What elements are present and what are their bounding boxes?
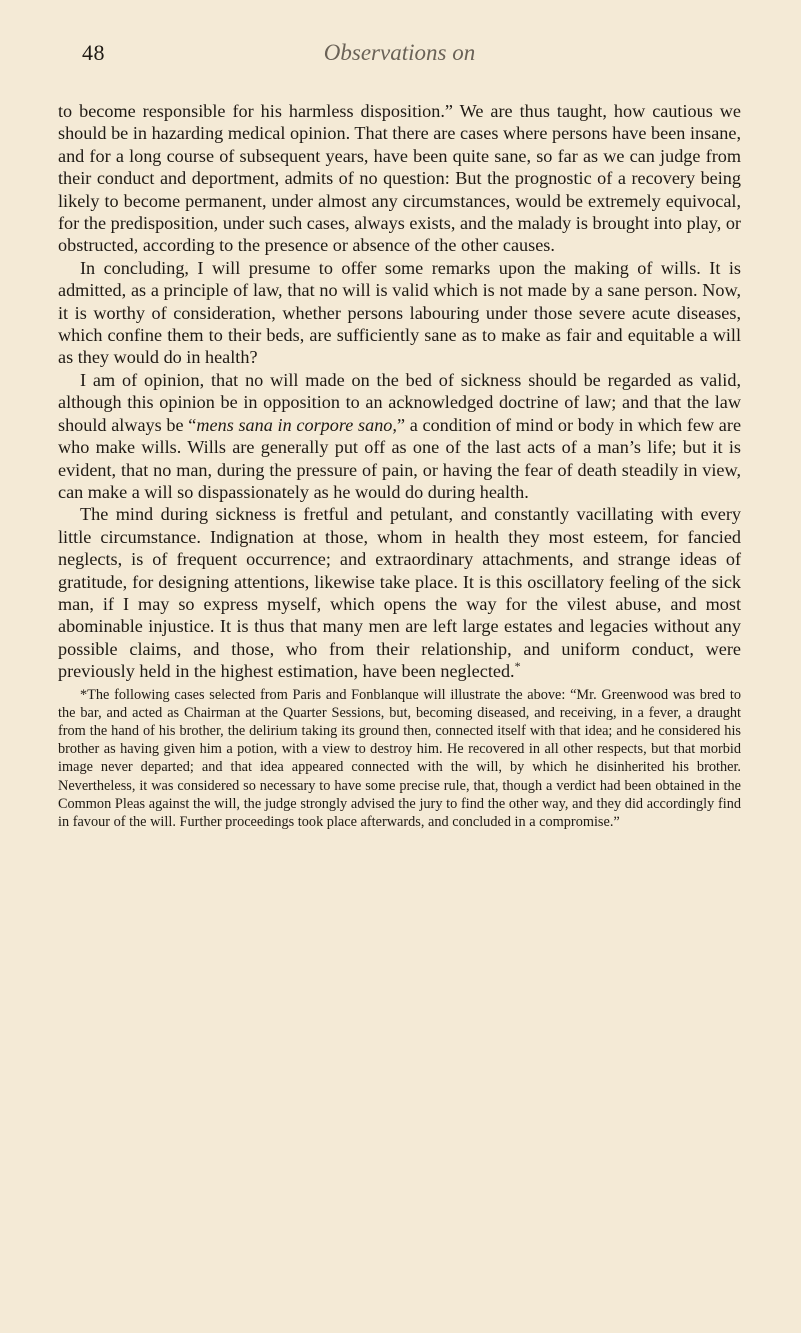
- paragraph-1: to become responsible for his harmless disposition.” We are thus taught, how cautious we should be in hazarding medical opinion. That there are cases where persons have been insane, and for a long course of subsequent years, have been quite sane, so far as we can judge from their conduct and deportment, admits of no question: But the prognostic of a recovery being likely to become permanent, under almost any circumstances, would be extremely equivocal, for the predisposition, under such cases, always exists, and the malady is brought into play, or obstructed, according to the presence or absence of the other causes.: [58, 101, 741, 256]
- paragraph-4: [58, 503, 741, 682]
- latin-phrase: mens sana in corpore sano,: [196, 414, 397, 435]
- footnote-marker: *: [80, 686, 88, 703]
- footnote-reference: *: [514, 659, 521, 674]
- page-number: 48: [82, 40, 105, 65]
- running-head: [58, 40, 741, 74]
- footnote: [58, 686, 741, 832]
- paragraph-2: In concluding, I will presume to offer some remarks upon the making of wills. It is admitted, as a principle of law, that no will is valid which is not made by a sane person. Now, it is worthy of consideration, whether persons labouring under those severe acute diseases, which confine them to their beds, are sufficiently sane as to make as fair and equitable a will as they would do in health?: [58, 257, 741, 368]
- running-title: Observations on: [323, 40, 476, 65]
- paragraph-3-start: I am of opinion, that no will made on the bed of sickness should be regarded as valid, although this opinion be in opposition to an acknowledged doctrine of law; and that the law should always be “: [58, 369, 741, 435]
- paragraph-3: [58, 369, 741, 503]
- footnote-text: The following cases selected from Paris and Fonblanque will illustrate the above: “Mr. Greenwood was bred to the bar, and acted as Chairman at the Quarter Sessions, but, becoming diseased, and receiving, in a fever, a draught from the hand of his brother, the delirium taking its ground then, connected itself with that idea; and he considered his brother as having given him a potion, with a view to destroy him. He recovered in all other respects, but that morbid image never departed; and that idea appeared connected with the will, by which he disinherited his brother. Nevertheless, it was considered so necessary to have some precise rule, that, though a verdict had been obtained in the Common Pleas against the will, the judge strongly advised the jury to find the other way, and they did accordingly find in favour of the will. Further proceedings took place afterwards, and concluded in a compromise.”: [58, 686, 741, 830]
- paragraph-3-end: ” a condition of mind or body in which few are who make wills. Wills are generally put off as one of the last acts of a man’s life; but it is evident, that no man, during the pressure of pain, or having the fear of death steadily in view, can make a will so dispassionately as he would do during health.: [58, 414, 742, 502]
- paragraph-4-text: The mind during sickness is fretful and petulant, and constantly vacillating with every little circumstance. Indignation at those, whom in health they most esteem, for fancied neglects, is of frequent occurrence; and extraordinary attachments, and strange ideas of gratitude, for designing attentions, likewise take place. It is this oscillatory feeling of the sick man, if I may so express myself, which opens the way for the vilest abuse, and most abominable injustice. It is thus that many men are left large estates and legacies without any possible claims, and those, who from their relationship, and uniform conduct, were previously held in the highest estimation, have been neglected.: [58, 504, 741, 682]
- body-text: [58, 100, 741, 845]
